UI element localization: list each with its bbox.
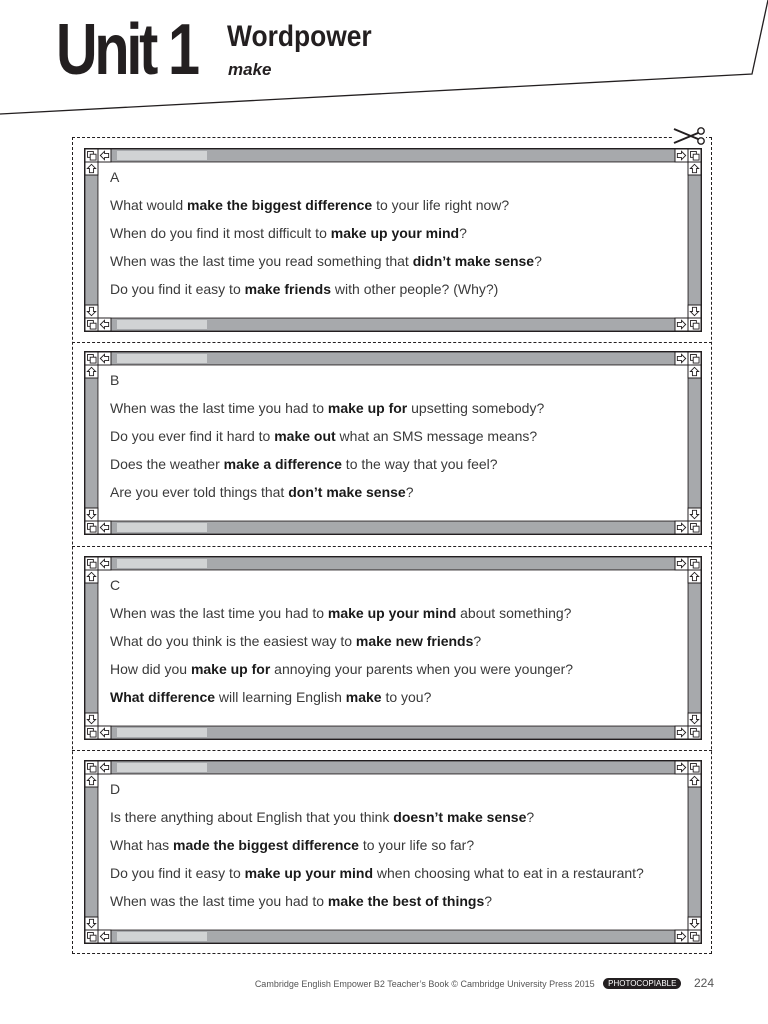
card-content	[110, 577, 670, 717]
question-fragment: What do you think is the easiest way to	[110, 633, 356, 649]
cut-line	[72, 342, 712, 343]
question-text	[110, 484, 670, 512]
phrase-highlight: make friends	[244, 281, 332, 297]
question-text	[110, 809, 670, 837]
question-text	[110, 253, 670, 281]
question-text	[110, 837, 670, 865]
question-text	[110, 605, 670, 633]
phrase-highlight: make	[345, 689, 382, 705]
question-fragment: Do you ever find it hard to	[110, 428, 275, 444]
phrase-highlight: make new friends	[355, 633, 474, 649]
phrase-highlight: make a difference	[223, 456, 342, 472]
question-fragment: What has	[110, 837, 174, 853]
phrase-highlight: make the biggest difference	[187, 197, 373, 213]
question-fragment: ?	[484, 893, 493, 909]
question-text	[110, 661, 670, 689]
question-fragment: when choosing what to eat in a restaurant?	[373, 865, 644, 881]
phrase-highlight: make up your mind	[330, 225, 460, 241]
question-fragment: Is there anything about English that you think	[110, 809, 394, 825]
question-fragment: Do you find it easy to	[110, 865, 245, 881]
question-card-c	[84, 556, 702, 740]
question-fragment: to your life right now?	[372, 197, 510, 213]
scissors-icon	[672, 126, 706, 146]
question-text	[110, 428, 670, 456]
card-content	[110, 781, 670, 921]
right-scrollbar	[688, 378, 701, 508]
question-fragment: ?	[534, 253, 542, 269]
question-fragment: Are you ever told things that	[110, 484, 289, 500]
page-number: 224	[693, 976, 714, 990]
section-subtitle: make	[228, 60, 272, 79]
question-fragment: annoying your parents when you were younger?	[270, 661, 574, 677]
phrase-highlight: didn’t make sense	[412, 253, 535, 269]
unit-title: Unit 1	[56, 10, 197, 90]
question-text	[110, 400, 670, 428]
photocopiable-badge: PHOTOCOPIABLE	[603, 978, 681, 989]
section-title: Wordpower	[227, 20, 372, 53]
question-fragment: Does the weather	[110, 456, 224, 472]
phrase-highlight: make the best of things	[327, 893, 485, 909]
question-fragment: When was the last time you had to	[110, 893, 328, 909]
left-scrollbar	[85, 787, 98, 917]
question-fragment: what an SMS message means?	[335, 428, 538, 444]
question-text	[110, 197, 670, 225]
page-footer	[255, 976, 714, 991]
cut-line	[72, 546, 712, 547]
right-scrollbar	[688, 175, 701, 305]
cut-line	[72, 750, 712, 751]
question-fragment: ?	[526, 809, 535, 825]
question-fragment: ?	[405, 484, 414, 500]
phrase-highlight: don’t make sense	[288, 484, 406, 500]
phrase-highlight: made the biggest difference	[173, 837, 359, 853]
card-letter: C	[110, 577, 121, 593]
question-fragment: to you?	[381, 689, 432, 705]
question-text	[110, 633, 670, 661]
phrase-highlight: doesn’t make sense	[393, 809, 527, 825]
question-fragment: to the way that you feel?	[341, 456, 498, 472]
question-fragment: ?	[473, 633, 482, 649]
phrase-highlight: make up for	[190, 661, 271, 677]
question-fragment: Do you find it easy to	[110, 281, 245, 297]
question-text	[110, 225, 670, 253]
card-letter: A	[110, 169, 120, 185]
question-fragment: upsetting somebody?	[407, 400, 545, 416]
question-fragment: What would	[110, 197, 188, 213]
card-content	[110, 169, 670, 309]
phrase-highlight: make up your mind	[244, 865, 373, 881]
question-card-b	[84, 351, 702, 535]
question-text	[110, 689, 670, 717]
question-card-a	[84, 148, 702, 332]
card-content	[110, 372, 670, 512]
left-scrollbar	[85, 175, 98, 305]
question-fragment: When do you find it most difficult to	[110, 225, 331, 241]
right-scrollbar	[688, 583, 701, 713]
phrase-highlight: make out	[274, 428, 336, 444]
question-text	[110, 893, 670, 921]
question-fragment: When was the last time you had to	[110, 400, 328, 416]
question-fragment: with other people? (Why?)	[331, 281, 499, 297]
copyright-text: Cambridge English Empower B2 Teacher’s Book © Cambridge University Press 2015	[254, 979, 595, 989]
question-fragment: How did you	[110, 661, 191, 677]
question-fragment: to your life so far?	[358, 837, 475, 853]
phrase-highlight: make up for	[327, 400, 408, 416]
question-fragment: ?	[459, 225, 467, 241]
left-scrollbar	[85, 583, 98, 713]
question-text	[110, 865, 670, 893]
question-fragment: about something?	[456, 605, 572, 621]
question-fragment: When was the last time you read something that	[110, 253, 413, 269]
phrase-highlight: What difference	[110, 689, 216, 705]
question-text	[110, 281, 670, 309]
card-letter: B	[110, 372, 120, 388]
question-card-d	[84, 760, 702, 944]
card-letter: D	[110, 781, 121, 797]
left-scrollbar	[85, 378, 98, 508]
question-fragment: When was the last time you had to	[110, 605, 328, 621]
phrase-highlight: make up your mind	[327, 605, 457, 621]
right-scrollbar	[688, 787, 701, 917]
question-text	[110, 456, 670, 484]
question-fragment: will learning English	[215, 689, 346, 705]
